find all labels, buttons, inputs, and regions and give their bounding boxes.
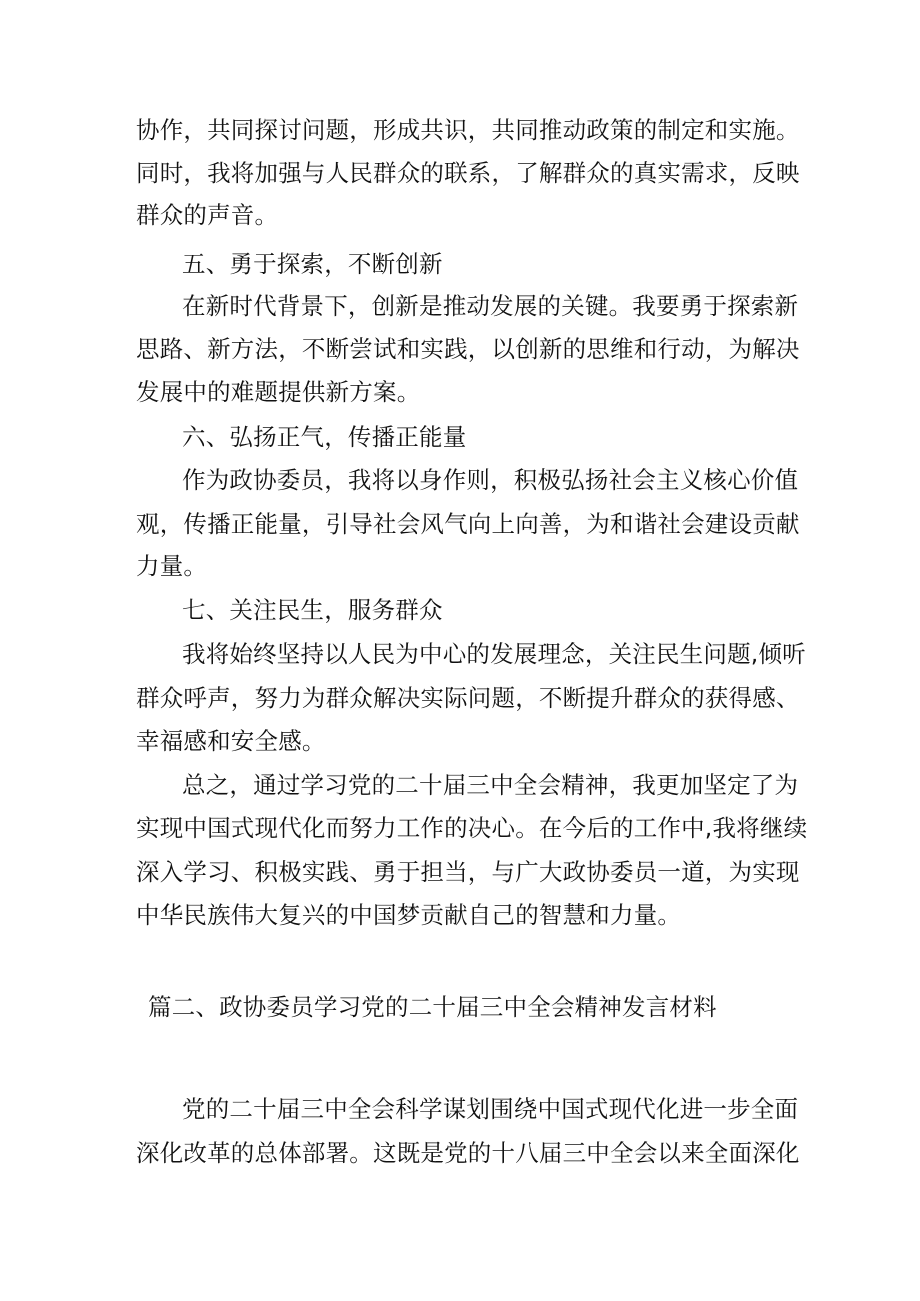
text-line: 力量。 (136, 552, 208, 580)
text-line: 群众的声音。 (136, 201, 279, 229)
text-line: 深入学习、积极实践、勇于担当，与广大政协委员一道，为实现 (136, 858, 800, 886)
text-line: 协作，共同探讨问题，形成共识，共同推动政策的制定和实施。 (136, 116, 800, 144)
section-heading: 六、弘扬正气，传播正能量 (182, 423, 467, 451)
text-line: 思路、新方法，不断尝试和实践，以创新的思维和行动，为解决 (136, 335, 800, 363)
text-line: 幸福感和安全感。 (136, 727, 326, 755)
text-line: 党的二十届三中全会科学谋划围绕中国式现代化进一步全面 (182, 1095, 799, 1123)
text-line: 在新时代背景下，创新是推动发展的关键。我要勇于探索新 (182, 292, 799, 320)
text-line: 群众呼声，努力为群众解决实际问题，不断提升群众的获得感、 (136, 684, 800, 712)
section-heading: 五、勇于探索，不断创新 (182, 250, 443, 278)
section-heading: 七、关注民生，服务群众 (182, 596, 443, 624)
text-line: 发展中的难题提供新方案。 (136, 378, 421, 406)
text-line: 总之，通过学习党的二十届三中全会精神，我更加坚定了为 (182, 771, 799, 799)
text-line: 同时，我将加强与人民群众的联系，了解群众的真实需求，反映 (136, 159, 800, 187)
text-line: 中华民族伟大复兴的中国梦贡献自己的智慧和力量。 (136, 901, 682, 929)
text-line: 我将始终坚持以人民为中心的发展理念，关注民生问题,倾听 (182, 640, 806, 668)
text-line: 观，传播正能量，引导社会风气向上向善，为和谐社会建设贡献 (136, 510, 800, 538)
chapter-title: 篇二、政协委员学习党的二十届三中全会精神发言材料 (148, 993, 717, 1021)
text-line: 作为政协委员，我将以身作则，积极弘扬社会主义核心价值 (182, 466, 799, 494)
text-line: 实现中国式现代化而努力工作的决心。在今后的工作中,我将继续 (136, 814, 808, 842)
text-line: 深化改革的总体部署。这既是党的十八届三中全会以来全面深化 (136, 1139, 800, 1167)
